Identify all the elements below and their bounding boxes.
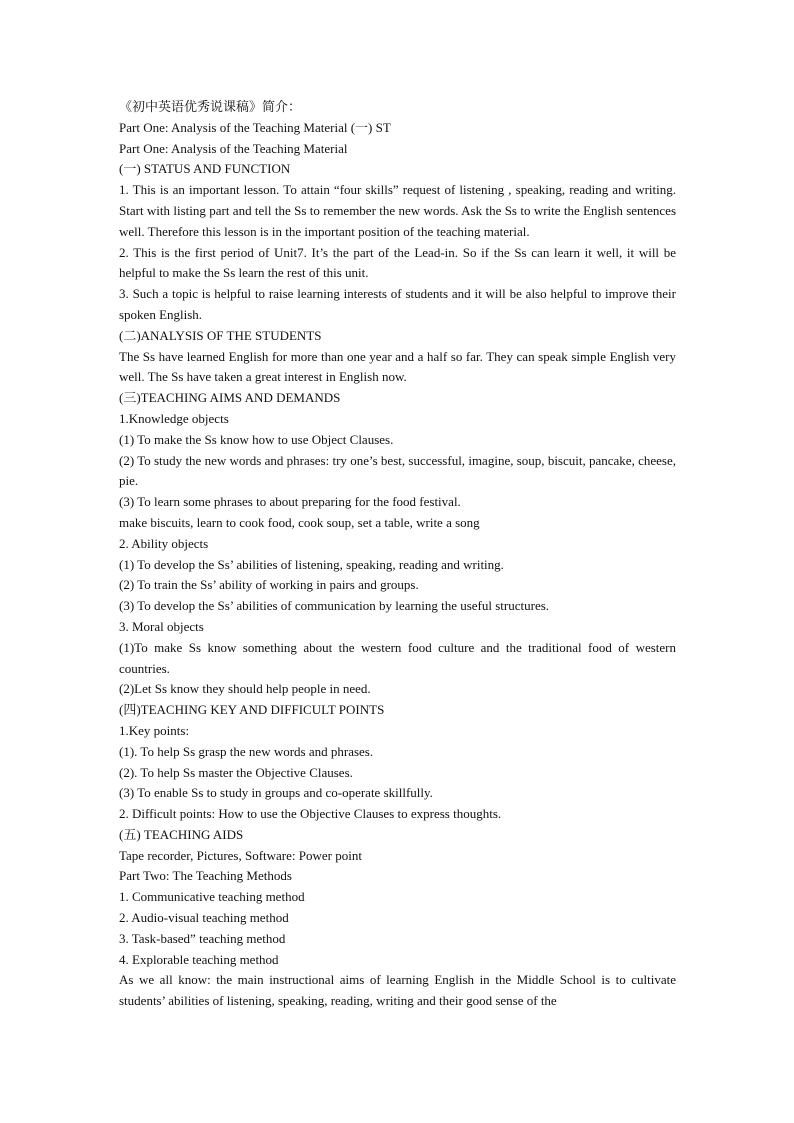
paragraph: 1. This is an important lesson. To attain “four skills” request of listening , speaking, reading and writing. Start with listing part and tell the Ss to remember the new words. Ask the Ss to write the English sentences well. Therefore this lesson is in the important position of the teaching material. — [119, 182, 676, 239]
text-line: Tape recorder, Pictures, Software: Power point — [119, 847, 362, 863]
text-line: (二)ANALYSIS OF THE STUDENTS — [119, 327, 322, 343]
text-line: Part One: Analysis of the Teaching Material — [119, 140, 348, 156]
text-line: 2. Audio-visual teaching method — [119, 910, 289, 926]
paragraph: 2. This is the first period of Unit7. It’s the part of the Lead-in. So if the Ss can learn it well, it will be helpful to make the Ss learn the rest of this unit. — [119, 244, 676, 281]
text-line: 4. Explorable teaching method — [119, 951, 279, 967]
text-line: (1). To help Ss grasp the new words and phrases. — [119, 743, 374, 759]
paragraph: As we all know: the main instructional aims of learning English in the Middle School is to cultivate students’ abilities of listening, speaking, reading, writing and their good sense of the — [119, 972, 676, 1009]
text-line: (3) To develop the Ss’ abilities of communication by learning the useful structures. — [119, 598, 550, 614]
text-line: Part One: Analysis of the Teaching Material (一) ST — [119, 119, 391, 135]
text-line: 1.Knowledge objects — [119, 410, 229, 426]
text-line: (2)Let Ss know they should help people in need. — [119, 681, 371, 697]
text-line: 《初中英语优秀说课稿》简介： — [119, 99, 302, 114]
text-line: (一) STATUS AND FUNCTION — [119, 161, 291, 177]
text-line: (四)TEACHING KEY AND DIFFICULT POINTS — [119, 702, 385, 718]
text-line: (1) To make the Ss know how to use Object Clauses. — [119, 431, 394, 447]
text-line: 1.Key points: — [119, 722, 190, 738]
text-line: (2). To help Ss master the Objective Clauses. — [119, 764, 353, 780]
text-line: 2. Difficult points: How to use the Objective Clauses to express thoughts. — [119, 806, 502, 822]
text-line: (3) To learn some phrases to about preparing for the food festival. — [119, 494, 461, 510]
text-line: Part Two: The Teaching Methods — [119, 868, 292, 884]
text-line: (1) To develop the Ss’ abilities of listening, speaking, reading and writing. — [119, 556, 504, 572]
text-line: (三)TEACHING AIMS AND DEMANDS — [119, 390, 341, 406]
text-line: (五) TEACHING AIDS — [119, 826, 244, 842]
paragraph: (1)To make Ss know something about the western food culture and the traditional food of western countries. — [119, 639, 676, 676]
paragraph: The Ss have learned English for more than one year and a half so far. They can speak simple English very well. The Ss have taken a great interest in English now. — [119, 348, 676, 385]
text-line: 3. Moral objects — [119, 618, 204, 634]
paragraph: (2) To study the new words and phrases: try one’s best, successful, imagine, soup, biscuit, pancake, cheese, pie. — [119, 452, 676, 489]
text-line: 3. Task-based” teaching method — [119, 930, 286, 946]
document-body — [119, 97, 676, 1012]
text-line: (2) To train the Ss’ ability of working in pairs and groups. — [119, 577, 419, 593]
text-line: 1. Communicative teaching method — [119, 889, 305, 905]
text-line: (3) To enable Ss to study in groups and co-operate skillfully. — [119, 785, 433, 801]
paragraph: 3. Such a topic is helpful to raise learning interests of students and it will be also helpful to improve their spoken English. — [119, 286, 676, 322]
text-line: 2. Ability objects — [119, 535, 209, 551]
text-line: make biscuits, learn to cook food, cook soup, set a table, write a song — [119, 514, 480, 530]
